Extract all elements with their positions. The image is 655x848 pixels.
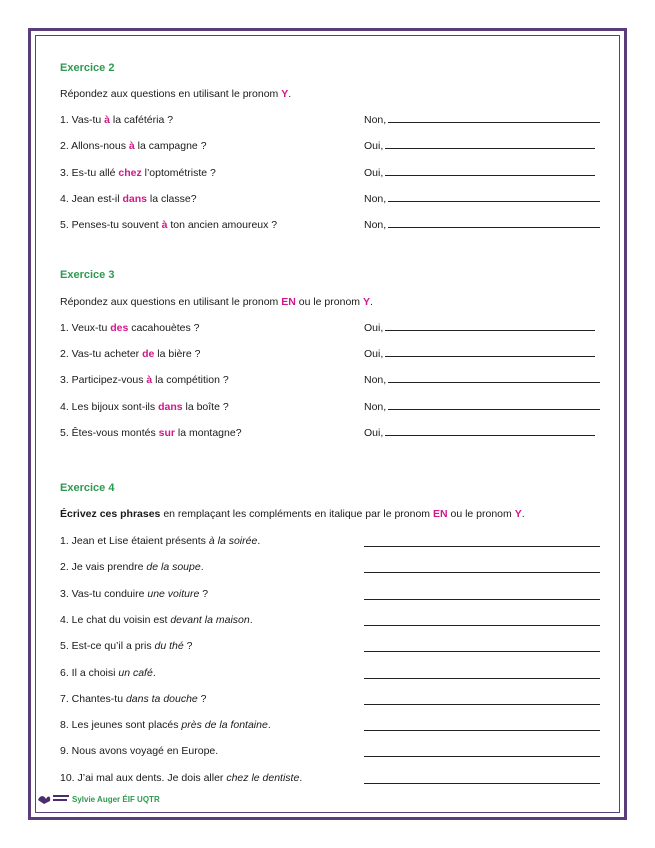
- italic-complement: de la soupe: [146, 561, 201, 574]
- sentence: [60, 772, 302, 784]
- answer-prefix: Non,: [364, 374, 387, 387]
- instr-text: ou le pronom: [295, 296, 363, 308]
- answer-prefix: Non,: [364, 219, 387, 232]
- instr-bold: Écrivez ces phrases: [60, 508, 161, 520]
- answer-prefix: Oui,: [364, 348, 384, 361]
- exercise-4-instructions: [60, 508, 525, 520]
- answer-blank[interactable]: [385, 322, 595, 331]
- instr-text: .: [369, 296, 373, 308]
- answer-prefix: Non,: [364, 400, 387, 413]
- answer-line: [364, 348, 595, 360]
- exercise-2-instructions: [60, 88, 291, 100]
- question: [60, 374, 229, 386]
- answer-blank[interactable]: [388, 193, 600, 202]
- answer-prefix: Non,: [364, 114, 387, 126]
- rewrite-blank[interactable]: [364, 677, 600, 679]
- question: [60, 348, 201, 360]
- answer-blank[interactable]: [388, 374, 600, 383]
- sentence-text: 8. Les jeunes sont placés: [60, 719, 182, 732]
- rewrite-blank[interactable]: [364, 703, 600, 705]
- instr-text: en remplaçant les compléments en italique par le pronom: [160, 508, 433, 520]
- question-text: 5. Penses-tu souvent: [60, 219, 162, 232]
- rewrite-blank[interactable]: [364, 624, 600, 626]
- question-text: la cafétéria ?: [110, 114, 174, 126]
- rewrite-blank[interactable]: [364, 729, 600, 731]
- keyword: à: [104, 114, 111, 126]
- question: [60, 114, 173, 126]
- question-text: 5. Êtes-vous montés: [60, 426, 159, 439]
- italic-complement: un café: [118, 666, 153, 679]
- italic-complement: à la soirée: [208, 535, 258, 547]
- sentence: [60, 667, 156, 679]
- answer-blank[interactable]: [388, 401, 600, 410]
- sentence-text: 7. Chantes-tu: [60, 692, 126, 705]
- question: [60, 322, 200, 334]
- answer-blank[interactable]: [388, 114, 600, 123]
- sentence: [60, 614, 253, 626]
- sentence-text: .: [267, 719, 271, 732]
- answer-line: [364, 193, 600, 205]
- instr-text: .: [288, 88, 292, 100]
- keyword: chez: [118, 166, 142, 179]
- pronoun-y: Y: [362, 296, 370, 308]
- sentence: [60, 693, 207, 705]
- answer-prefix: Oui,: [364, 426, 384, 439]
- sentence: [60, 561, 204, 573]
- answer-blank[interactable]: [385, 140, 595, 149]
- sentence: [60, 535, 260, 547]
- answer-line: [364, 219, 600, 231]
- instr-text: Répondez aux questions en utilisant le pronom: [60, 88, 282, 100]
- sentence-text: 4. Le chat du voisin est: [60, 613, 171, 626]
- sentence-text: 10. J’ai mal aux dents. Je dois aller: [60, 771, 227, 784]
- question-text: la bière ?: [154, 348, 201, 361]
- question-text: la campagne ?: [134, 140, 207, 153]
- sentence: [60, 640, 193, 652]
- instr-text: ou le pronom: [447, 508, 515, 520]
- question-text: la montagne?: [174, 426, 242, 439]
- answer-line: [364, 401, 600, 413]
- pronoun-en: EN: [281, 296, 296, 308]
- question-text: l’optométriste ?: [141, 166, 216, 179]
- keyword: des: [110, 322, 129, 334]
- rewrite-blank[interactable]: [364, 545, 600, 547]
- italic-complement: chez le dentiste: [226, 771, 300, 784]
- question-text: 1. Vas-tu: [60, 114, 105, 126]
- question-text: 4. Jean est-il: [60, 192, 123, 205]
- italic-complement: dans ta douche: [125, 692, 198, 705]
- keyword: à: [128, 140, 135, 153]
- rewrite-blank[interactable]: [364, 598, 600, 600]
- sentence-text: .: [152, 666, 156, 679]
- answer-line: [364, 140, 595, 152]
- keyword: à: [161, 219, 168, 232]
- instr-text: .: [521, 508, 525, 520]
- answer-line: [364, 114, 600, 126]
- question: [60, 140, 207, 152]
- answer-blank[interactable]: [388, 219, 600, 228]
- question-text: 2. Vas-tu acheter: [60, 348, 143, 361]
- answer-prefix: Non,: [364, 192, 387, 205]
- question-text: 2. Allons-nous: [60, 140, 129, 153]
- answer-prefix: Oui,: [364, 322, 384, 334]
- question: [60, 401, 229, 413]
- italic-complement: devant la maison: [170, 613, 250, 626]
- question: [60, 427, 242, 439]
- instr-text: Répondez aux questions en utilisant le pronom: [60, 296, 282, 308]
- keyword: sur: [158, 426, 175, 439]
- sentence: [60, 588, 208, 600]
- pronoun-y: Y: [514, 508, 522, 520]
- keyword: dans: [158, 400, 183, 413]
- sentence-text: 1. Jean et Lise étaient présents: [60, 535, 209, 547]
- logo-icon: [36, 793, 70, 805]
- question-text: cacahouètes ?: [128, 322, 200, 334]
- sentence-text: 6. Il a choisi: [60, 666, 119, 679]
- question-text: la boîte ?: [182, 400, 229, 413]
- question-text: 3. Es-tu allé: [60, 166, 119, 179]
- footer-author: Sylvie Auger ÉIF UQTR: [72, 795, 160, 804]
- keyword: à: [146, 374, 153, 387]
- italic-complement: du thé: [154, 640, 184, 653]
- answer-line: [364, 322, 595, 334]
- question-text: ton ancien amoureux ?: [167, 219, 278, 232]
- sentence: [60, 745, 218, 757]
- sentence-text: .: [249, 613, 253, 626]
- sentence-text: 5. Est-ce qu’il a pris: [60, 640, 155, 653]
- sentence-text: ?: [197, 692, 207, 705]
- exercise-2-title: Exercice 2: [60, 62, 115, 74]
- question-text: 1. Veux-tu: [60, 322, 111, 334]
- answer-prefix: Oui,: [364, 140, 384, 153]
- exercise-3-title: Exercice 3: [60, 269, 115, 281]
- question: [60, 167, 216, 179]
- question-text: 3. Participez-vous: [60, 374, 147, 387]
- question: [60, 219, 277, 231]
- answer-line: [364, 167, 595, 179]
- rewrite-blank[interactable]: [364, 755, 600, 757]
- keyword: dans: [122, 192, 147, 205]
- question: [60, 193, 197, 205]
- sentence-text: 9. Nous avons voyagé en Europe.: [60, 745, 219, 758]
- exercise-4-title: Exercice 4: [60, 482, 115, 494]
- answer-blank[interactable]: [385, 427, 595, 436]
- sentence-text: ?: [199, 587, 209, 600]
- sentence-text: 3. Vas-tu conduire: [60, 587, 148, 600]
- sentence-text: .: [299, 771, 303, 784]
- keyword: de: [142, 348, 155, 361]
- sentence-text: ?: [183, 640, 193, 653]
- question-text: 4. Les bijoux sont-ils: [60, 400, 159, 413]
- sentence-text: .: [200, 561, 204, 574]
- answer-prefix: Oui,: [364, 166, 384, 179]
- pronoun-y: Y: [281, 88, 289, 100]
- sentence-text: .: [257, 535, 261, 547]
- rewrite-blank[interactable]: [364, 782, 600, 784]
- italic-complement: une voiture: [147, 587, 200, 600]
- question-text: la classe?: [146, 192, 197, 205]
- sentence-text: 2. Je vais prendre: [60, 561, 147, 574]
- answer-blank[interactable]: [385, 167, 595, 176]
- question-text: la compétition ?: [152, 374, 229, 387]
- answer-blank[interactable]: [385, 348, 595, 357]
- sentence: [60, 719, 271, 731]
- italic-complement: près de la fontaine: [181, 719, 268, 732]
- rewrite-blank[interactable]: [364, 571, 600, 573]
- pronoun-en: EN: [432, 508, 448, 520]
- rewrite-blank[interactable]: [364, 650, 600, 652]
- answer-line: [364, 374, 600, 386]
- answer-line: [364, 427, 595, 439]
- exercise-3-instructions: [60, 296, 373, 308]
